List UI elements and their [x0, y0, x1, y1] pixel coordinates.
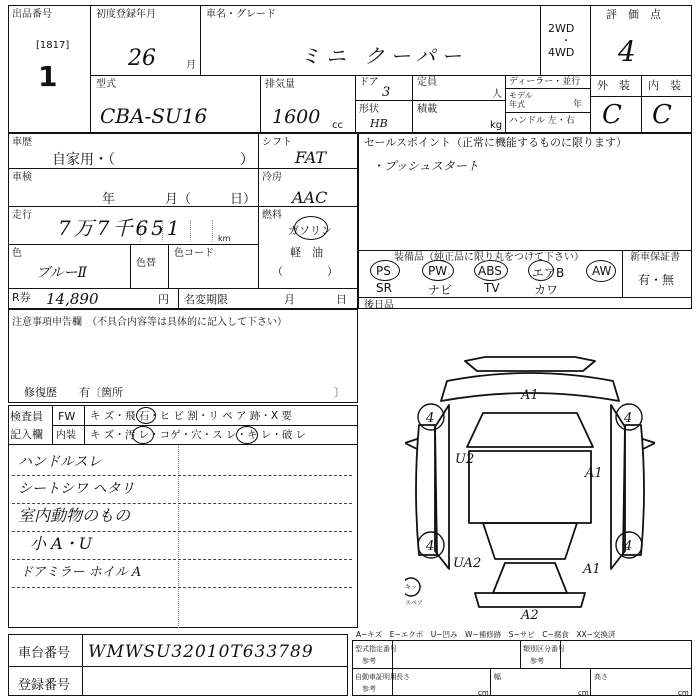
repair-close: 〕: [334, 386, 345, 399]
history-close: ）: [240, 152, 254, 168]
comment-line: [12, 587, 352, 588]
spare-note: スペア: [405, 600, 424, 607]
recycle-value: 14,890: [46, 290, 99, 308]
year-unit: 年: [573, 100, 583, 110]
header-divider: [590, 75, 692, 76]
fw-label: FW: [58, 410, 76, 423]
mark-fl-wheel: 4: [426, 411, 435, 426]
drive-4wd: 4WD: [548, 46, 575, 59]
interior-scuff-circle: [236, 426, 258, 444]
mark-fr-wheel: 4: [624, 411, 633, 426]
damage-legend: A−キズ E−エクボ U−凹み W−補修跡 S−サビ C−腐食 XX−交換済: [356, 630, 616, 639]
mileage-digit-divider: [162, 220, 163, 242]
door-label: ドア: [359, 77, 379, 88]
mark-left-door: U2: [455, 452, 475, 467]
color-code-label: 色コード: [174, 248, 214, 259]
interior-stain-circle: [132, 426, 154, 444]
equip-airbag-circle: [528, 260, 554, 281]
col-line: [130, 244, 131, 288]
mileage-digit-divider: [140, 220, 141, 242]
interior-label: 内 装: [648, 79, 681, 92]
model-type-label: 型式: [96, 79, 116, 90]
comment-5: ドアミラー ホイル A: [20, 565, 142, 580]
col-line: [490, 668, 491, 696]
inspector-label-2: 記入欄: [10, 428, 43, 441]
header-divider: [90, 75, 590, 76]
height-label: 高さ: [594, 673, 608, 681]
row-line: [358, 297, 692, 298]
mark-hood: A1: [521, 388, 539, 403]
equip-abs: ABS: [478, 264, 502, 278]
header-divider: [355, 75, 356, 133]
lot-code: [1817]: [36, 40, 70, 51]
equip-airbag: エアB: [532, 266, 565, 280]
equipment-label: 装備品（純正品に限り丸をつけて下さい）: [394, 252, 584, 263]
after-date-label: 後日品: [364, 300, 394, 311]
drive-2wd: 2WD: [548, 22, 575, 35]
fuel-gasoline-circle: [294, 216, 328, 240]
repaint-label: 色替: [136, 258, 156, 269]
cert-label: 自動車証明用: [355, 673, 397, 681]
exterior-value: C: [602, 100, 622, 130]
mark-rear-left: UA2: [453, 556, 482, 571]
header-divider: [540, 5, 541, 75]
equip-ps: PS: [376, 264, 391, 278]
shift-label: シフト: [262, 137, 292, 148]
mark-rr-wheel: 4: [624, 539, 633, 554]
length-unit: cm: [478, 689, 489, 697]
width-unit: cm: [578, 689, 589, 697]
rating-label: 評 価 点: [606, 8, 661, 21]
mark-rear-right: A1: [583, 562, 601, 577]
header-divider: [200, 5, 201, 75]
first-reg-year: 26: [128, 46, 156, 71]
equip-pw: PW: [428, 264, 448, 278]
fuel-paren: （ ）: [272, 265, 338, 278]
row-line: [8, 168, 258, 169]
shape-value: HB: [370, 117, 388, 130]
fuel-label: 燃料: [262, 210, 282, 221]
category-label: 類別区分番号: [523, 645, 565, 653]
exterior-label: 外 装: [597, 79, 630, 92]
cc-unit: cc: [332, 120, 343, 131]
equip-sr: SR: [376, 281, 392, 295]
fuel-gasoline: ガソリン: [288, 224, 332, 237]
mark-rl-wheel: 4: [426, 539, 435, 554]
new-warranty-label: 新車保証書: [630, 252, 680, 263]
recycle-yen: 円: [158, 293, 169, 306]
drive-dot: ・: [561, 36, 571, 47]
height-unit: cm: [678, 689, 689, 697]
interior-check-label: 内装: [56, 430, 76, 441]
header-divider: [641, 75, 642, 133]
person-unit: 人: [492, 89, 502, 100]
mark-rear-bumper: A2: [521, 608, 539, 620]
lot-number: 1: [38, 60, 58, 93]
col-line: [622, 250, 623, 297]
shift-value: FAT: [295, 148, 327, 167]
header-divider: [412, 75, 413, 133]
reference-label-1: 参考: [362, 657, 376, 665]
equip-ps-circle: [370, 260, 400, 281]
width-label: 幅: [494, 673, 501, 681]
chassis-label: 車台番号: [18, 646, 71, 661]
equip-tv: TV: [484, 281, 500, 295]
handle-label: ハンドル 左・右: [509, 116, 575, 126]
header-divider: [355, 100, 505, 101]
col-line: [258, 133, 259, 288]
shape-label: 形状: [359, 104, 379, 115]
header-divider: [590, 5, 591, 133]
col-line: [168, 244, 169, 288]
row-line: [8, 666, 348, 667]
door-value: 3: [382, 85, 391, 100]
row-line: [52, 425, 358, 426]
kit-note: キット: [405, 584, 423, 591]
comment-3: 室内動物のもの: [18, 506, 131, 525]
displacement-value: 1600: [272, 106, 321, 128]
history-label: 車歴: [12, 137, 32, 148]
col-line: [178, 288, 179, 309]
color-label: 色: [12, 248, 22, 259]
history-value: 自家用・（: [52, 152, 115, 168]
ac-label: 冷房: [262, 172, 282, 183]
change-day: 日: [336, 293, 347, 306]
header-divider: [505, 75, 506, 133]
inspection-label: 車検: [12, 172, 32, 183]
displacement-label: 排気量: [265, 79, 295, 90]
sales-label: セールスポイント（正常に機能するものに限ります）: [364, 136, 628, 149]
comment-line: [12, 559, 352, 560]
name-grade-value: ミニ クーパー: [300, 44, 468, 68]
equip-pw-circle: [422, 260, 454, 281]
col-line: [590, 668, 591, 696]
comment-2: シートシワ ヘタリ: [18, 481, 135, 497]
capacity-label: 定員: [417, 77, 437, 88]
first-reg-label: 初度登録年月: [96, 9, 156, 20]
row-line: [258, 168, 358, 169]
row-line: [8, 244, 258, 245]
fw-text: キ ズ・飛 石・ヒ ビ 割・リ ペ ア 跡・X 要: [90, 410, 292, 422]
mileage-digit-divider: [212, 220, 213, 242]
equip-aw-circle: [586, 260, 616, 282]
mileage-value: 7万7千651: [58, 216, 183, 240]
equip-abs-circle: [474, 260, 508, 281]
reference-label-3: 参考: [362, 685, 376, 693]
name-grade-label: 車名・グレード: [206, 9, 276, 20]
equip-leather: カワ: [534, 283, 559, 297]
row-line: [352, 668, 692, 669]
header-divider: [505, 88, 590, 89]
mileage-label: 走行: [12, 210, 32, 221]
interior-check-text: キ ズ・汚 レ・コゲ・穴・ス レ・キ レ・破 レ: [90, 429, 307, 441]
recycle-label: R券: [12, 291, 31, 304]
color-value: ブルーⅡ: [36, 265, 87, 281]
change-label: 名変期限: [184, 293, 228, 306]
inspection-year: 年: [102, 192, 116, 207]
mark-right-door: A1: [585, 466, 603, 481]
col-line: [82, 634, 83, 696]
comment-line: [12, 531, 352, 532]
dealer-label: ディーラー・並行: [509, 77, 581, 87]
sales-value: ・プッシュスタート: [372, 159, 479, 173]
fw-mark-circle: [136, 407, 156, 424]
registration-label: 登録番号: [18, 678, 71, 693]
load-label: 積載: [417, 104, 437, 115]
equip-navi: ナビ: [428, 283, 453, 297]
model-year-label: モデル 年式: [509, 91, 533, 109]
row-line: [358, 250, 692, 251]
comment-1: ハンドルスレ: [18, 454, 102, 470]
comment-line: [12, 503, 352, 504]
lot-label: 出品番号: [12, 9, 52, 20]
comment-line: [12, 475, 352, 476]
inspection-month: 月（: [165, 192, 192, 207]
repair-label: 修復歴 有〔箇所: [24, 386, 123, 399]
header-divider: [590, 96, 692, 97]
chassis-value: WMWSU32010T633789: [88, 642, 314, 662]
inspector-label-1: 検査員: [10, 410, 43, 423]
car-diagram: [405, 355, 655, 620]
reference-label-2: 参考: [530, 657, 544, 665]
header-divider: [90, 5, 91, 133]
fuel-diesel: 軽 油: [290, 246, 323, 259]
notes-label: 注意事項申告欄 （不具合内容等は具体的に記入して下さい）: [12, 317, 287, 328]
comment-4: 小 A・U: [30, 534, 93, 553]
mileage-unit: km: [218, 234, 231, 243]
inspection-day: 日）: [230, 192, 257, 207]
interior-value: C: [652, 100, 672, 130]
row-line: [8, 206, 258, 207]
length-label: 長さ: [396, 673, 410, 681]
rating-value: 4: [618, 35, 636, 68]
model-designation-label: 型式指定番号: [355, 645, 397, 653]
mileage-digit-divider: [190, 220, 191, 242]
change-month: 月: [284, 293, 295, 306]
equip-aw: AW: [592, 264, 612, 278]
col-line: [520, 640, 521, 668]
ac-value: AAC: [292, 188, 328, 207]
new-warranty-value: 有・無: [638, 273, 675, 287]
header-divider: [505, 112, 590, 113]
row-line: [8, 288, 358, 289]
comments-divider: [178, 445, 179, 628]
kg-unit: kg: [490, 120, 503, 131]
model-type-value: CBA-SU16: [100, 104, 208, 128]
month-unit: 月: [186, 60, 196, 71]
header-divider: [260, 75, 261, 133]
